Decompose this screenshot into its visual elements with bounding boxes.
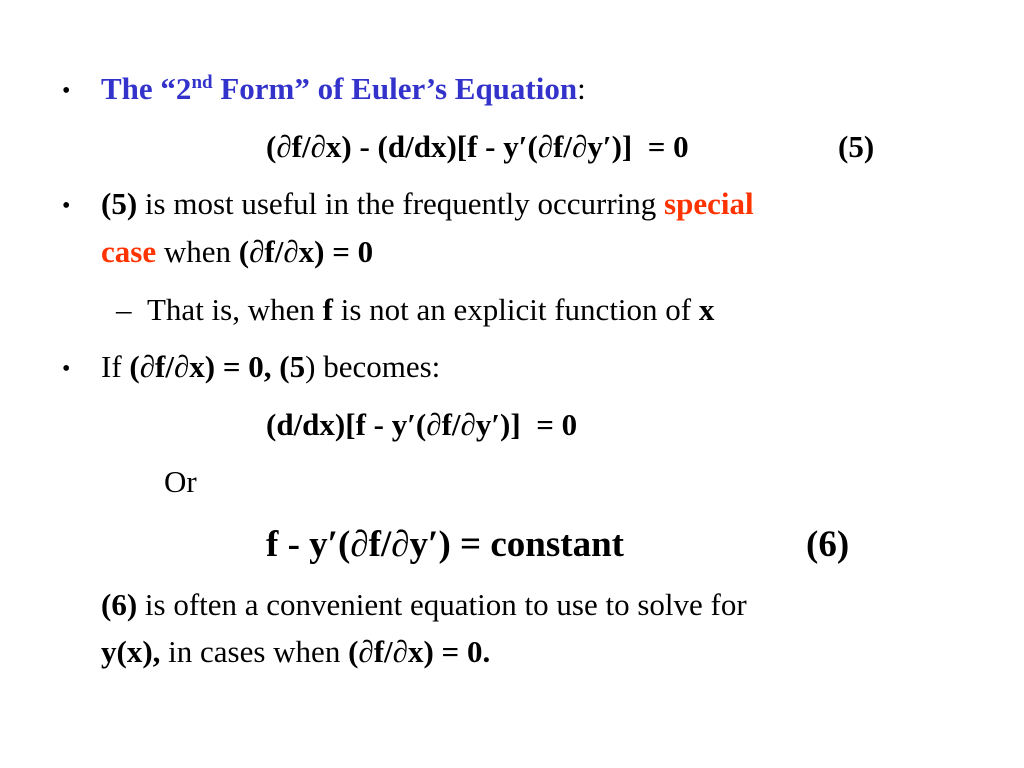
equation-intermediate <box>266 407 577 443</box>
bullet-2-text: is most useful in the frequently occurring <box>137 186 665 221</box>
bullet-3 <box>101 349 440 385</box>
bullet-2-when: when <box>156 234 239 269</box>
equation-6-number-wrap <box>806 524 849 566</box>
paragraph-6-line-2 <box>101 634 490 670</box>
paragraph-6-yx: y(x), <box>101 634 161 669</box>
paragraph-6-ref: (6) <box>101 587 138 622</box>
sub-bullet-text-2: is not an explicit function of <box>332 292 699 327</box>
equation-6 <box>266 524 624 566</box>
heading-colon: : <box>577 71 586 106</box>
equation-5-number-wrap <box>838 129 874 165</box>
sub-bullet-x: x <box>698 292 715 327</box>
paragraph-6-line-1 <box>101 587 747 623</box>
heading-title-pre: The “2 <box>101 71 192 106</box>
paragraph-6-text-2: in cases when <box>160 634 349 669</box>
sub-bullet-f: f <box>322 292 333 327</box>
bullet-3-becomes: ) becomes: <box>305 349 441 384</box>
bullet-marker: • <box>62 78 71 104</box>
equation-5 <box>266 129 689 165</box>
sub-bullet-text-1: That is, when <box>147 292 323 327</box>
bullet-2-line-1 <box>101 186 754 222</box>
bullet-1-heading <box>101 71 586 107</box>
sub-bullet-1 <box>147 292 714 328</box>
dash-marker: – <box>116 292 132 327</box>
heading-title-sup: nd <box>191 72 213 93</box>
bullet-2-condition: (∂f/∂x) = 0 <box>238 234 374 269</box>
bullet-marker: • <box>62 193 71 219</box>
equation-5-number: (5) <box>838 129 875 164</box>
equation-intermediate-expression: (d/dx)[f - y′(∂f/∂y′)] = 0 <box>266 407 578 442</box>
or-text: Or <box>164 464 197 499</box>
bullet-2-line-2 <box>101 234 373 270</box>
bullet-2-ref: (5) <box>101 186 138 221</box>
bullet-marker: • <box>62 356 71 382</box>
paragraph-6-condition: (∂f/∂x) = 0. <box>348 634 491 669</box>
case-highlight: case <box>101 234 157 269</box>
bullet-3-condition: (∂f/∂x) = 0, (5 <box>129 349 306 384</box>
bullet-3-if: If <box>101 349 130 384</box>
paragraph-6-text-1: is often a convenient equation to use to solve for <box>137 587 747 622</box>
heading-title-post: Form” of Euler’s Equation <box>212 71 578 106</box>
equation-6-number: (6) <box>806 524 850 565</box>
equation-6-expression: f - y′(∂f/∂y′) = constant <box>266 524 624 565</box>
equation-5-expression: (∂f/∂x) - (d/dx)[f - y′(∂f/∂y′)] = 0 <box>266 129 689 164</box>
special-highlight: special <box>664 186 754 221</box>
